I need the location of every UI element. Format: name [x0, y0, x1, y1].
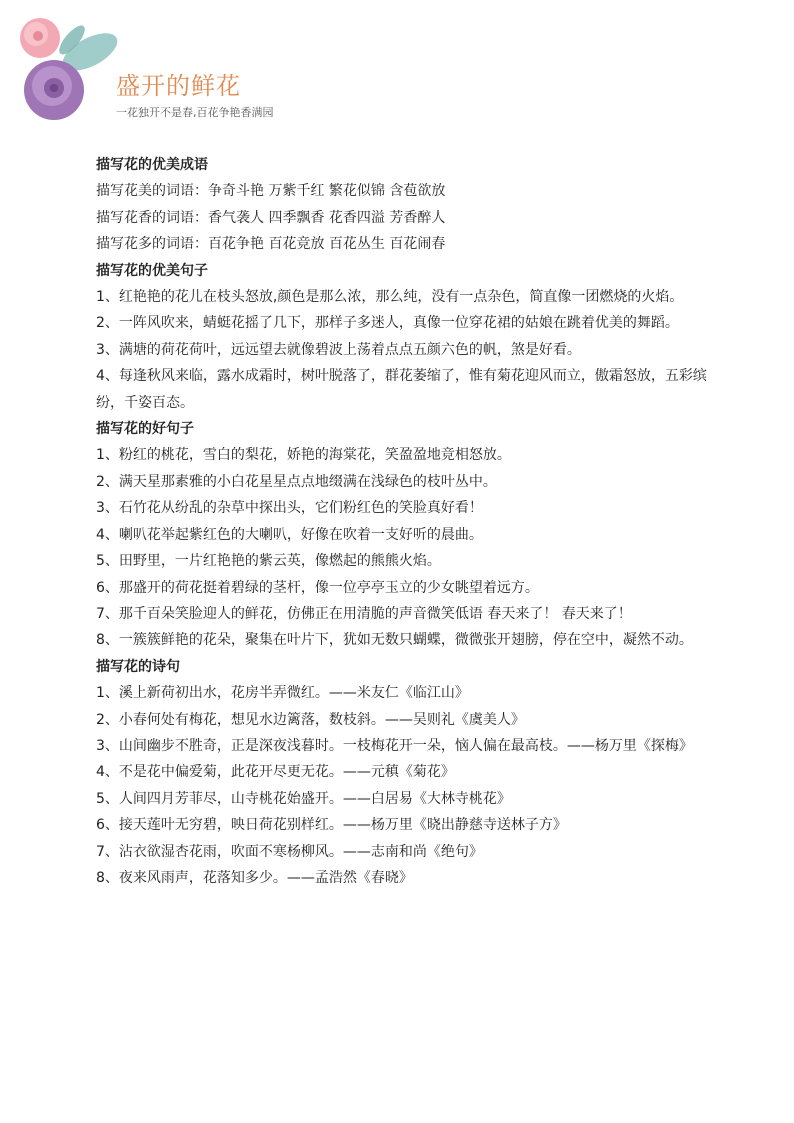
paragraph: 1、溪上新荷初出水，花房半弄微红。——米友仁《临江山》 — [96, 685, 469, 702]
paragraph: 8、夜来风雨声，花落知多少。——孟浩然《春晓》 — [96, 869, 413, 886]
paragraph: 6、接天莲叶无穷碧，映日荷花别样红。——杨万里《晓出静慈寺送林子方》 — [96, 817, 567, 834]
paragraph: 描写花多的词语：百花争艳 百花竞放 百花丛生 百花闹春 — [96, 236, 446, 253]
brand-title: 盛开的鲜花 — [116, 72, 241, 100]
section-poems — [96, 654, 708, 892]
section-good-sentences — [96, 416, 708, 654]
section-heading: 描写花的诗句 — [96, 658, 180, 675]
paragraph: 2、小春何处有梅花，想见水边篱落，数枝斜。——吴则礼《虞美人》 — [96, 711, 525, 728]
paragraph: 6、那盛开的荷花挺着碧绿的茎杆，像一位亭亭玉立的少女眺望着远方。 — [96, 579, 539, 596]
paragraph: 2、一阵风吹来，蜻蜓花摇了几下，那样子多迷人，真像一位穿花裙的姑娘在跳着优美的舞蹈。 — [96, 315, 679, 332]
paragraph: 5、人间四月芳菲尽，山寺桃花始盛开。——白居易《大林寺桃花》 — [96, 790, 511, 807]
paragraph: 5、田野里，一片红艳艳的紫云英，像燃起的熊熊火焰。 — [96, 553, 441, 570]
section-idioms — [96, 152, 708, 258]
paragraph: 3、石竹花从纷乱的杂草中探出头，它们粉红色的笑脸真好看！ — [96, 500, 483, 517]
section-heading: 描写花的优美成语 — [96, 157, 208, 173]
section-heading: 描写花的好句子 — [96, 421, 194, 438]
paragraph: 3、满塘的荷花荷叶，远远望去就像碧波上荡着点点五颜六色的帆，煞是好看。 — [96, 341, 581, 358]
paragraph: 描写花香的词语：香气袭人 四季飘香 花香四溢 芳香醉人 — [96, 209, 446, 226]
paragraph: 描写花美的词语：争奇斗艳 万紫千红 繁花似锦 含苞欲放 — [96, 183, 446, 200]
paragraph: 2、满天星那素雅的小白花星星点点地缀满在浅绿色的枝叶丛中。 — [96, 473, 497, 490]
paragraph: 3、山间幽步不胜奇，正是深夜浅暮时。一枝梅花开一朵，恼人偏在最高枝。——杨万里《探梅》 — [96, 737, 693, 754]
paragraph: 4、每逢秋风来临，露水成霜时，树叶脱落了，群花萎缩了，惟有菊花迎风而立，傲霜怒放，五彩缤纷，千姿百态。 — [96, 368, 707, 411]
paragraph: 7、那千百朵笑脸迎人的鲜花，仿佛正在用清脆的声音微笑低语 春天来了！ 春天来了！ — [96, 605, 632, 622]
section-beautiful-sentences — [96, 258, 708, 416]
paragraph: 7、沾衣欲湿杏花雨，吹面不寒杨柳风。——志南和尚《绝句》 — [96, 843, 483, 860]
paragraph: 4、不是花中偏爱菊，此花开尽更无花。——元稹《菊花》 — [96, 764, 455, 781]
paragraph: 4、喇叭花举起紫红色的大喇叭，好像在吹着一支好听的晨曲。 — [96, 526, 483, 543]
paragraph: 1、红艳艳的花儿在枝头怒放,颜色是那么浓，那么纯，没有一点杂色，简直像一团燃烧的火焰。 — [96, 289, 684, 306]
paragraph: 8、一簇簇鲜艳的花朵，聚集在叶片下，犹如无数只蝴蝶，微微张开翅膀，停在空中，凝然不动。 — [96, 632, 693, 649]
flower-decoration-icon — [12, 12, 122, 124]
paragraph: 1、粉红的桃花，雪白的梨花，娇艳的海棠花，笑盈盈地竞相怒放。 — [96, 447, 511, 464]
document-body — [96, 152, 708, 891]
section-heading: 描写花的优美句子 — [96, 262, 208, 279]
brand-subtitle: 一花独开不是春,百花争艳香满园 — [116, 106, 274, 119]
